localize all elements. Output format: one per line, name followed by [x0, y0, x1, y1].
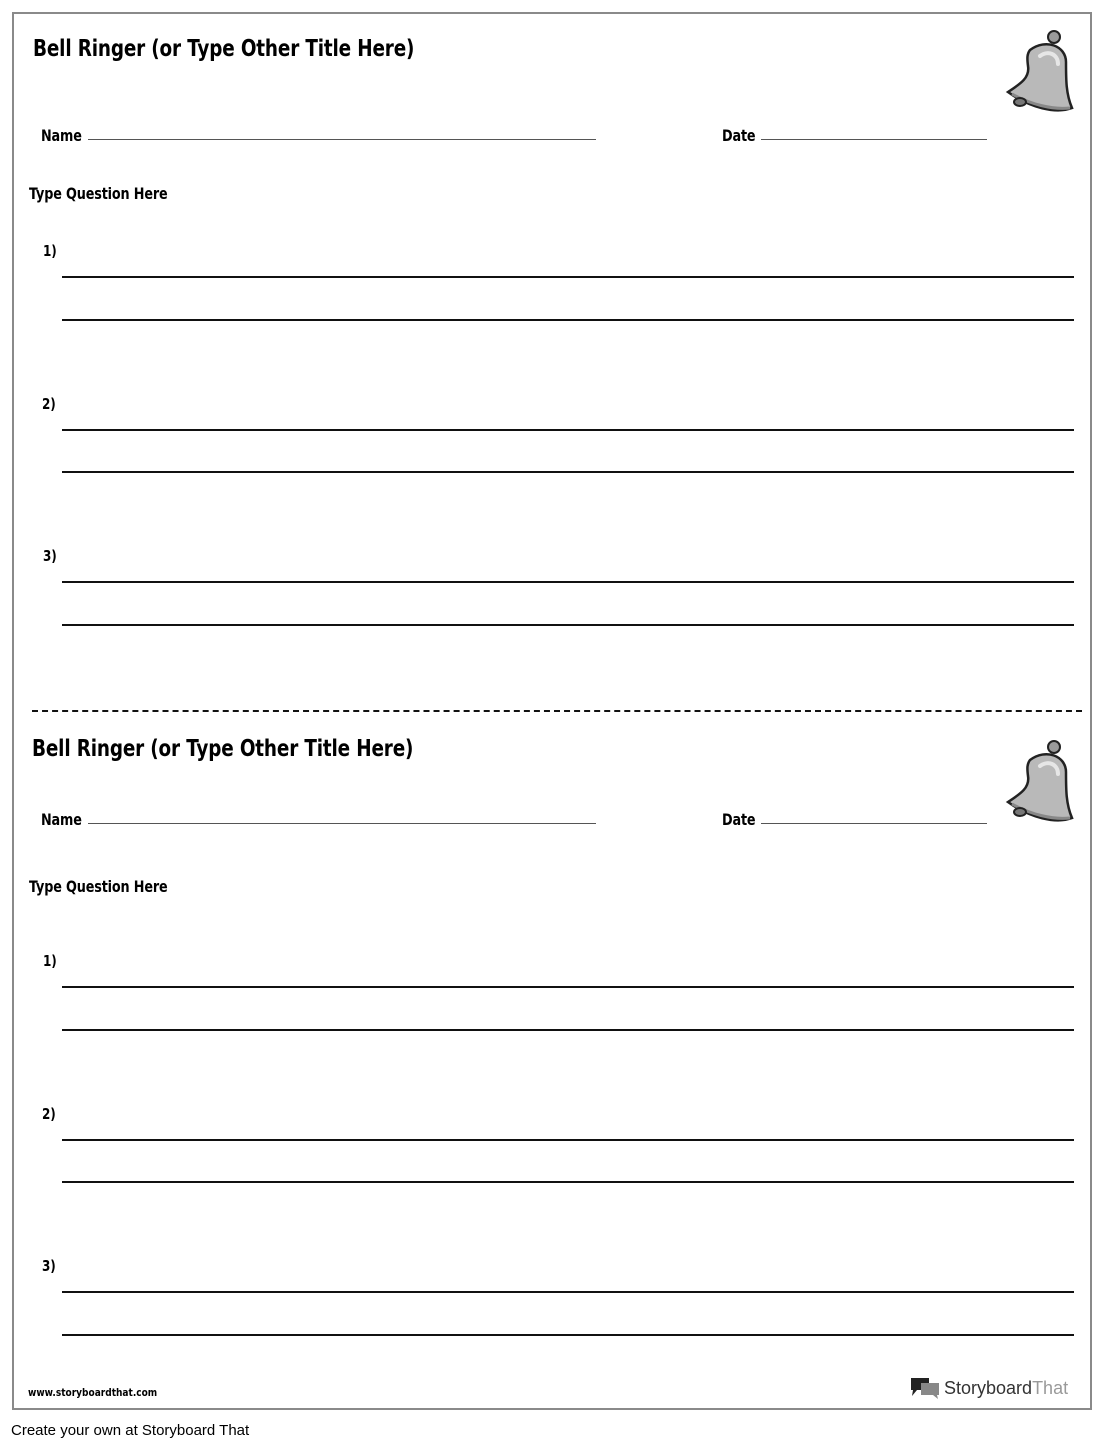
storyboard-that-logo[interactable] [909, 1375, 1068, 1401]
section-2-item-3-line-1[interactable] [62, 1291, 1074, 1293]
section-2-name-field[interactable] [88, 823, 596, 824]
section-1-question: Type Question Here [29, 184, 168, 203]
worksheet-page [12, 12, 1092, 1410]
section-2-item-3-line-2[interactable] [62, 1334, 1074, 1336]
section-2-item-1-number: 1) [43, 952, 57, 970]
section-2-item-2-line-2[interactable] [62, 1181, 1074, 1183]
section-2-item-1-line-2[interactable] [62, 1029, 1074, 1031]
section-1-date-field[interactable] [761, 139, 987, 140]
section-1-item-1-number: 1) [43, 242, 57, 260]
section-1-name-label: Name [41, 126, 82, 145]
section-1-item-2-number: 2) [42, 395, 56, 413]
section-2-item-3-number: 3) [42, 1257, 56, 1275]
section-1-item-3-number: 3) [43, 547, 57, 565]
brand-name-that: That [1032, 1377, 1069, 1398]
bell-icon [1000, 738, 1076, 828]
section-1-name-field[interactable] [88, 139, 596, 140]
section-1-title: Bell Ringer (or Type Other Title Here) [33, 36, 415, 62]
section-1-item-3-line-2[interactable] [62, 624, 1074, 626]
brand-name-storyboard: Storyboard [944, 1377, 1033, 1398]
section-1-item-2-line-2[interactable] [62, 471, 1074, 473]
cut-line-divider [32, 710, 1082, 712]
section-2-name-label: Name [41, 810, 82, 829]
bell-icon [1000, 28, 1076, 118]
storyboard-that-logo-icon [909, 1376, 941, 1400]
footer-url[interactable]: www.storyboardthat.com [28, 1386, 158, 1399]
section-1-date-label: Date [722, 126, 756, 145]
section-2-item-2-number: 2) [42, 1105, 56, 1123]
section-2-date-label: Date [722, 810, 756, 829]
section-2-question: Type Question Here [29, 877, 168, 896]
section-1-item-1-line-1[interactable] [62, 276, 1074, 278]
section-2-date-field[interactable] [761, 823, 987, 824]
section-2-item-1-line-1[interactable] [62, 986, 1074, 988]
section-1-item-1-line-2[interactable] [62, 319, 1074, 321]
section-1-item-2-line-1[interactable] [62, 429, 1074, 431]
section-2-item-2-line-1[interactable] [62, 1139, 1074, 1141]
create-your-own-credit[interactable]: Create your own at Storyboard That [11, 1422, 250, 1439]
section-1-item-3-line-1[interactable] [62, 581, 1074, 583]
section-2-title: Bell Ringer (or Type Other Title Here) [32, 736, 414, 762]
